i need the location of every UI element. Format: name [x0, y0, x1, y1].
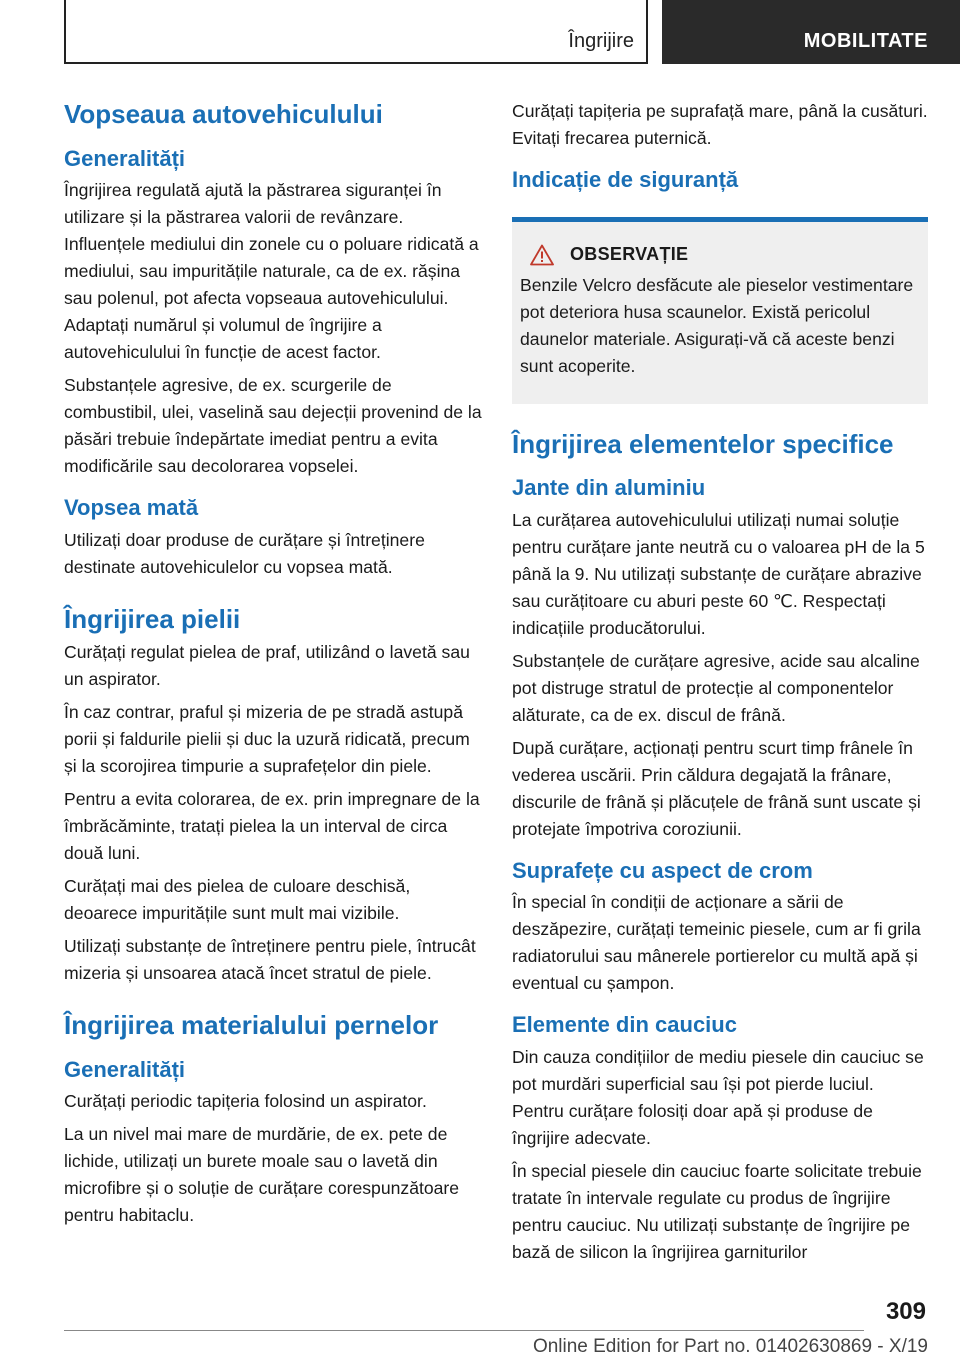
section-tab — [64, 0, 648, 64]
paragraph: Curățați regulat pielea de praf, utilizând o lavetă sau un aspirator. — [64, 642, 470, 690]
subheading-chrome: Suprafețe cu aspect de crom — [512, 857, 813, 883]
heading-leather: Îngrijirea pielii — [64, 603, 241, 634]
paragraph: Din cauza condițiilor de mediu piesele din cauciuc se pot murdări superficial sau își pot pierde luciul. Pentru curățare folosiți doar apă și produse de îngrijire adecvate. — [512, 1046, 924, 1148]
paragraph: Utilizați substanțe de întreținere pentru piele, întrucât mizeria și unsoarea atacă încet stratul de piele. — [64, 936, 476, 984]
edition-info: Online Edition for Part no. 01402630869 - X/19 — [532, 1336, 928, 1357]
paragraph: Curățați tapițeria pe suprafață mare, până la cusături. Evitați frecarea puternică. — [512, 101, 928, 148]
paragraph: La un nivel mai mare de murdărie, de ex. pete de lichide, utilizați un burete moale sau o lavetă din microfibre și o soluție de curățare corespunzătoare pentru habitaclu. — [64, 1124, 460, 1226]
paragraph: Curățați periodic tapițeria folosind un aspirator. — [64, 1091, 427, 1112]
footer-divider — [64, 1330, 864, 1331]
chapter-tab — [662, 0, 960, 64]
page-number: 309 — [885, 1298, 926, 1325]
subheading-general-2: Generalități — [64, 1056, 186, 1082]
warning-box — [512, 217, 928, 404]
paragraph: În caz contrar, praful și mizeria de pe stradă astupă porii și faldurile pielii și duc la uzură ridicată, precum și la scorojirea timpurie a suprafețelor din piele. — [64, 702, 470, 777]
subheading-safety: Indicație de siguranță — [512, 167, 739, 192]
section-title: Îngrijire — [568, 30, 634, 52]
left-column — [64, 98, 484, 1235]
subheading-matte: Vopsea mată — [64, 495, 199, 521]
paragraph: În special piesele din cauciuc foarte solicitate trebuie tratate în intervale regulate cu produs de îngrijire pentru cauciuc. Nu utilizați substanțe de îngrijire pe bază de silicon la îngrijirea garniturilor — [512, 1160, 922, 1262]
subheading-rubber: Elemente din cauciuc — [512, 1012, 737, 1038]
page-header — [0, 0, 960, 66]
right-column — [512, 98, 928, 1272]
warning-label: OBSERVAȚIE — [570, 244, 689, 265]
subheading-rims: Jante din aluminiu — [512, 475, 706, 501]
paragraph: Curățați mai des pielea de culoare deschisă, deoarece impuritățile sunt mult mai vizibile. — [64, 876, 411, 924]
paragraph: După curățare, acționați pentru scurt timp frânele în vederea uscării. Prin căldura degajată la frânare, discurile de frână și plăcuțele de frână sunt uscate și protejate împotriva coroziunii. — [512, 737, 921, 839]
paragraph: La curățarea autovehiculului utilizați numai soluție pentru curățare jante neutră cu o valoarea pH de la 5 până la 9. Nu utilizați substanțe de curățare abrazive sau curățitoare cu aburi peste 60 ℃. Respectați indicațiile producătorului. — [512, 509, 925, 638]
heading-specific: Îngrijirea elementelor specifice — [512, 428, 894, 459]
paragraph: Utilizați doar produse de curățare și întreținere destinate autovehiculelor cu vopsea mată. — [64, 529, 425, 577]
paragraph: Îngrijirea regulată ajută la păstrarea siguranței în utilizare și la păstrarea valorii de revânzare. Influențele mediului din zonele cu o poluare ridicată a mediului, sau impuritățile naturale, ca de ex. rășina sau polenul, pot afecta vopseaua autovehiculului. Adaptați numărul și volumul de îngrijire a autovehiculului în funcție de acest factor. — [64, 180, 479, 363]
warning-text: Benzile Velcro desfăcute ale pieselor vestimentare pot deteriora husa scaunelor. Există pericolul daunelor materiale. Asigurați-vă că aceste benzi sunt acoperite. — [520, 274, 914, 376]
chapter-title: MOBILITATE — [803, 30, 928, 52]
warning-triangle-icon — [530, 244, 554, 266]
heading-paint: Vopseaua autovehiculului — [64, 99, 383, 129]
paragraph: În special în condiții de acționare a sării de deszăpezire, curățați temeinic piesele, cum ar fi grila radiatorului sau mânerele portierelor cu multă apă și eventual cu șampon. — [512, 892, 921, 994]
subheading-general: Generalități — [64, 145, 186, 171]
paragraph: Pentru a evita colorarea, de ex. prin impregnare de la îmbrăcăminte, tratați pielea la un interval de circa două luni. — [64, 789, 480, 864]
paragraph: Substanțele agresive, de ex. scurgerile de combustibil, ulei, vaselină sau dejecții provenind de la păsări trebuie îndepărtate imediat pentru a evita modificările sau decolorarea vopselei. — [64, 375, 482, 477]
warning-header — [520, 244, 920, 266]
heading-upholstery: Îngrijirea materialului pernelor — [64, 1010, 439, 1041]
paragraph: Substanțele de curățare agresive, acide sau alcaline pot distruge stratul de protecție al componentelor alăturate, ca de ex. discul de frână. — [512, 650, 920, 725]
